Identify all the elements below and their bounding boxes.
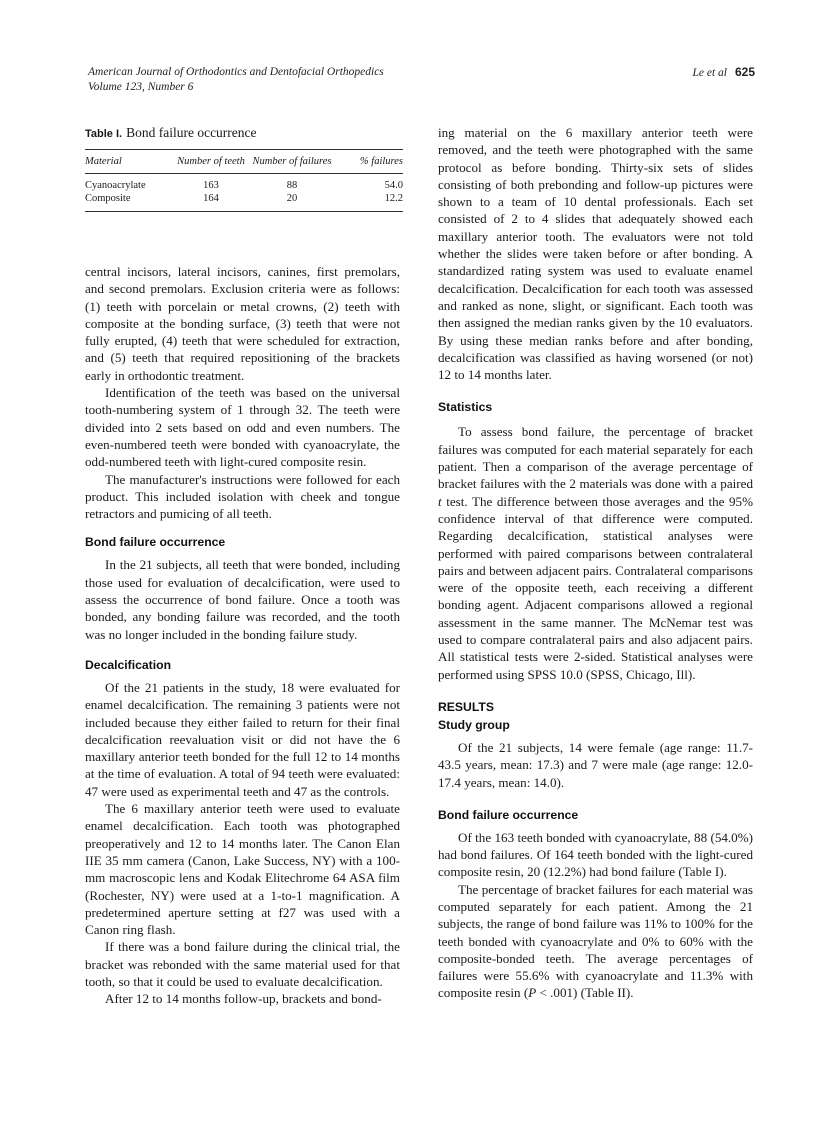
cell-material: Cyanoacrylate <box>85 180 146 191</box>
cell-teeth: 164 <box>203 192 219 204</box>
paragraph: central incisors, lateral incisors, canines, first premolars, and second premolars. Exclusion criteria were as follows: (1) teeth with porcelain or metal crowns, (2) teeth with composite at the bonding surface, (3) teeth that were not fully erupted, (4) teeth that were scheduled for extraction, and (5) teeth that required repositioning of the brackets early in orthodontic treatment. <box>85 264 400 383</box>
bond-failure-table <box>85 149 403 212</box>
text-run: To assess bond failure, the percentage of bracket failures was computed for each material separately for each patient. Then a comparison of the average percentage of bracket failures with the 2 materials was done with a paired <box>438 424 753 492</box>
paragraph <box>438 423 753 682</box>
paragraph: If there was a bond failure during the clinical trial, the bracket was rebonded with the same material used for that tooth, so that it could be used to evaluate decalcification. <box>85 939 400 989</box>
col-header-material: Material <box>85 156 122 167</box>
paragraph: ing material on the 6 maxillary anterior teeth were removed, and the teeth were photographed with the same protocol as before bonding. Thirty-six sets of slides consisting of both prebonding and follow-up pictures were shown to a team of 10 dental professionals. Each set consisted of 2 to 4 slides that adequately showed each maxillary anterior tooth. The evaluators were not told whether the slides were taken before or after bonding. A standardized rating system was used to evaluate enamel decalcification. Decalcification for each tooth was assessed and ranked as none, slight, or significant. Each tooth was then assigned the median ranks given by the 10 evaluators. By using these median ranks before and after bonding, decalcification was classified as having worsened (or not) 12 to 14 months later. <box>438 125 753 383</box>
col-header-teeth: Number of teeth <box>177 156 245 167</box>
cell-failures: 20 <box>286 192 298 204</box>
italic-p: P <box>528 985 537 1001</box>
paragraph: Identification of the teeth was based on the universal tooth-numbering system of 1 through 32. The teeth were divided into 2 sets based on odd and even numbers. The even-numbered teeth were bonded with cyanoacrylate, the odd-numbered teeth with light-cured composite resin. <box>85 385 400 470</box>
table-row <box>85 174 403 193</box>
running-header-journal <box>88 65 384 95</box>
col-header-pct: % failures <box>359 156 403 167</box>
table-1 <box>85 124 403 212</box>
paragraph: The manufacturer's instructions were followed for each product. This included isolation with cheek and tongue retractors and pumicing of all teeth. <box>85 471 400 522</box>
section-heading: RESULTS <box>438 699 494 714</box>
paragraph: Of the 163 teeth bonded with cyanoacrylate, 88 (54.0%) had bond failures. Of 164 teeth bonded with the light-cured composite resin, 20 (12.2%) had bond failure (Table I). <box>438 829 753 880</box>
cell-pct: 54.0 <box>384 180 403 191</box>
paragraph: Of the 21 subjects, 14 were female (age range: 11.7-43.5 years, mean: 17.3) and 7 were male (age range: 12.0-17.4 years, mean: 14.0). <box>438 739 753 790</box>
section-heading: Bond failure occurrence <box>85 535 226 550</box>
col-header-failures: Number of failures <box>252 156 332 167</box>
section-heading: Statistics <box>438 400 493 415</box>
subsection-heading: Study group <box>438 717 510 732</box>
table-label: Table I. <box>85 128 123 140</box>
running-header-right <box>692 65 755 81</box>
table-row <box>85 193 403 212</box>
section-heading: Decalcification <box>85 657 172 672</box>
paragraph <box>438 881 753 1002</box>
page-number: 625 <box>734 65 755 79</box>
text-run: The percentage of bracket failures for each material was computed separately for each patient. Among the 21 subjects, the range of bond failure was 11% to 100% for the teeth bonded with cyanoacrylate and 0% to 60% with the composite-bonded teeth. The average percentages of failures were 55.6% with cyanoacrylate and 11.3% with composite resin ( <box>438 881 753 1001</box>
cell-teeth: 163 <box>203 180 219 191</box>
right-column <box>438 124 753 1002</box>
paragraph: The 6 maxillary anterior teeth were used to evaluate enamel decalcification. Each tooth was photographed preoperatively and 12 to 14 months later. The Canon Elan IIE 35 mm camera (Canon, Lake Success, NY) with a 100-mm macroscopic lens and Kodak Elitechrome 64 ASA film (Rochester, NY) were used at a 1-to-1 magnification. A predetermined aperture setting at f27 was used with a Canon ring flash. <box>85 801 400 938</box>
subsection-heading: Bond failure occurrence <box>438 807 579 822</box>
cell-pct: 12.2 <box>384 192 403 204</box>
cell-material: Composite <box>85 192 131 204</box>
cell-failures: 88 <box>286 180 298 191</box>
paragraph: In the 21 subjects, all teeth that were bonded, including those used for evaluation of decalcification, were used to assess the occurrence of bond failure. Once a tooth was bonded, any bonding failure was recorded, and the tooth was no longer included in the bonding failure study. <box>85 557 400 642</box>
paragraph: Of the 21 patients in the study, 18 were evaluated for enamel decalcification. The remaining 3 patients were not included because they either failed to return for their final decalcification reevaluation visit or did not have the 6 maxillary anterior teeth bonded for the full 12 to 14 months at the time of evaluation. A total of 94 teeth were evaluated: 47 were used as experimental teeth and 47 as the controls. <box>85 679 400 799</box>
text-run: < .001) (Table II). <box>536 985 634 1001</box>
journal-volume: Volume 123, Number 6 <box>88 81 194 93</box>
paragraph: After 12 to 14 months follow-up, brackets and bond- <box>105 991 382 1007</box>
journal-name: American Journal of Orthodontics and Dentofacial Orthopedics <box>88 66 384 78</box>
table-caption <box>85 124 403 143</box>
table-title: Bond failure occurrence <box>126 125 257 140</box>
table-header-row <box>85 150 403 174</box>
left-column <box>85 263 400 1008</box>
text-run: test. The difference between those averages and the 95% confidence interval of that difference were computed. Regarding decalcification, statistical analyses were performed with paired comparisons between contralateral pairs and between adjacent pairs. Contralateral comparisons were of the opposite teeth, each receiving a different bonding agent. Adjacent comparisons allowed a regional assessment in the same manner. The McNemar test was used to compare contralateral pairs and also adjacent pairs. All statistical tests were 2-sided. Statistical analyses were performed using SPSS 10.0 (SPSS, Chicago, Ill). <box>438 493 753 682</box>
authors: Le et al <box>692 67 727 79</box>
italic-t: t <box>438 493 442 509</box>
